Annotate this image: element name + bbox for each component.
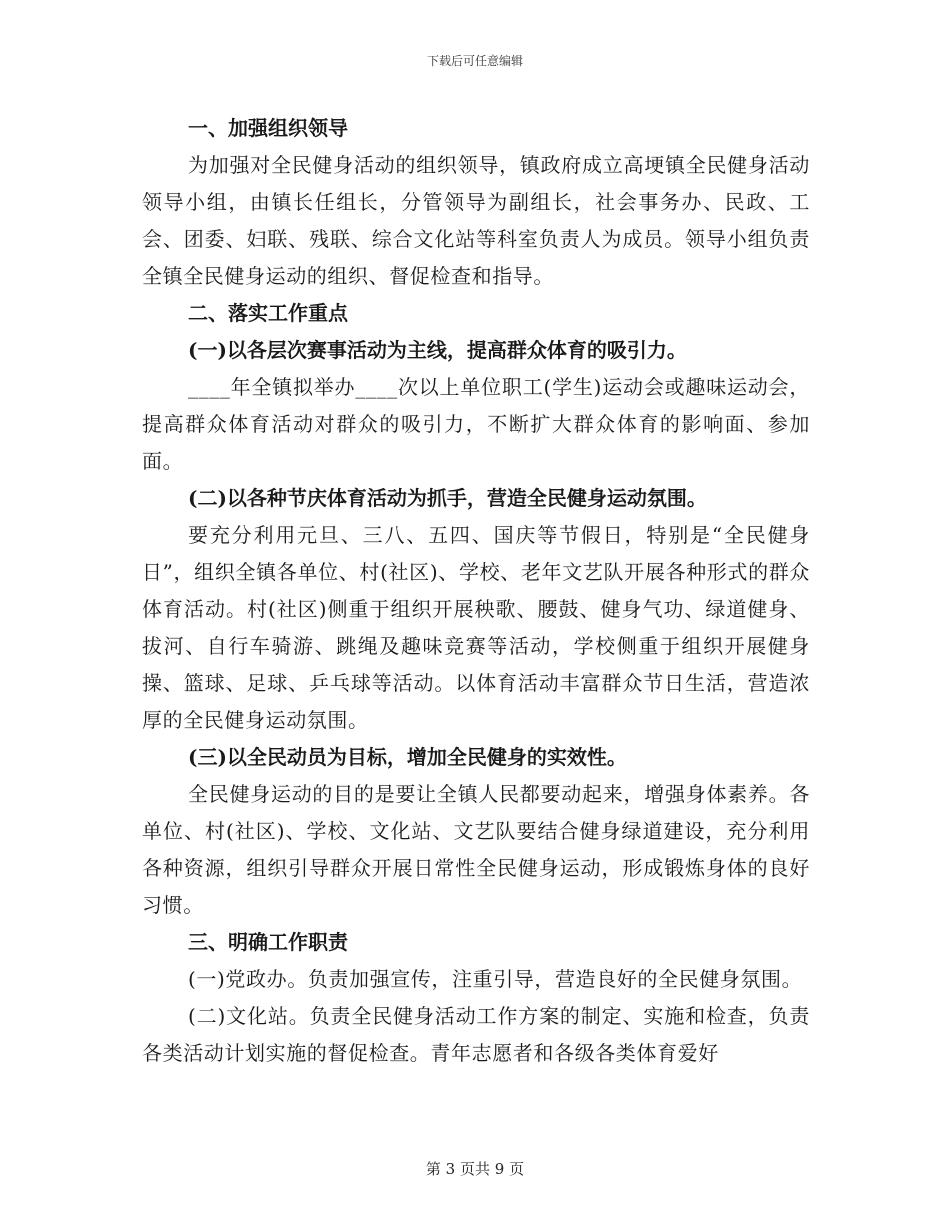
paragraph: 要充分利用元旦、三八、五四、国庆等节假日，特别是“全民健身日”，组织全镇各单位、村(社区)、学校、老年文艺队开展各种形式的群众体育活动。村(社区)侧重于组织开展秧歌、腰鼓、健身气功、绿道健身、拔河、自行车骑游、跳绳及趣味竞赛等活动，学校侧重于组织开展健身操、篮球、足球、乒乓球等活动。以体育活动丰富群众节日生活，营造浓厚的全民健身运动氛围。 (142, 523, 810, 732)
subsection-heading: (二)以各种节庆体育活动为抓手，营造全民健身运动氛围。 (188, 486, 707, 510)
paragraph: (一)党政办。负责加强宣传，注重引导，营造良好的全民健身氛围。 (188, 967, 803, 991)
document-body (142, 110, 810, 1072)
subsection-heading: (一)以各层次赛事活动为主线，提高群众体育的吸引力。 (188, 338, 687, 362)
section-heading: 一、加强组织领导 (188, 116, 348, 140)
subsection-heading: (三)以全民动员为目标，增加全民健身的实效性。 (188, 745, 627, 769)
paragraph: 为加强对全民健身活动的组织领导，镇政府成立高埂镇全民健身活动领导小组，由镇长任组长，分管领导为副组长，社会事务办、民政、工会、团委、妇联、残联、综合文化站等科室负责人为成员。领导小组负责全镇全民健身运动的组织、督促检查和指导。 (142, 153, 810, 288)
paragraph: 全民健身运动的目的是要让全镇人民都要动起来，增强身体素养。各单位、村(社区)、学校、文化站、文艺队要结合健身绿道建设，充分利用各种资源，组织引导群众开展日常性全民健身运动，形成锻炼身体的良好习惯。 (142, 782, 810, 917)
paragraph: (二)文化站。负责全民健身活动工作方案的制定、实施和检查，负责各类活动计划实施的督促检查。青年志愿者和各级各类体育爱好 (142, 1004, 810, 1065)
paragraph: ____年全镇拟举办____次以上单位职工(学生)运动会或趣味运动会，提高群众体育活动对群众的吸引力，不断扩大群众体育的影响面、参加面。 (142, 375, 810, 473)
section-heading: 三、明确工作职责 (188, 930, 348, 954)
page-footer: 第 3 页共 9 页 (425, 1160, 525, 1178)
page-header: 下载后可任意编辑 (426, 54, 523, 68)
section-heading: 二、落实工作重点 (188, 301, 348, 325)
